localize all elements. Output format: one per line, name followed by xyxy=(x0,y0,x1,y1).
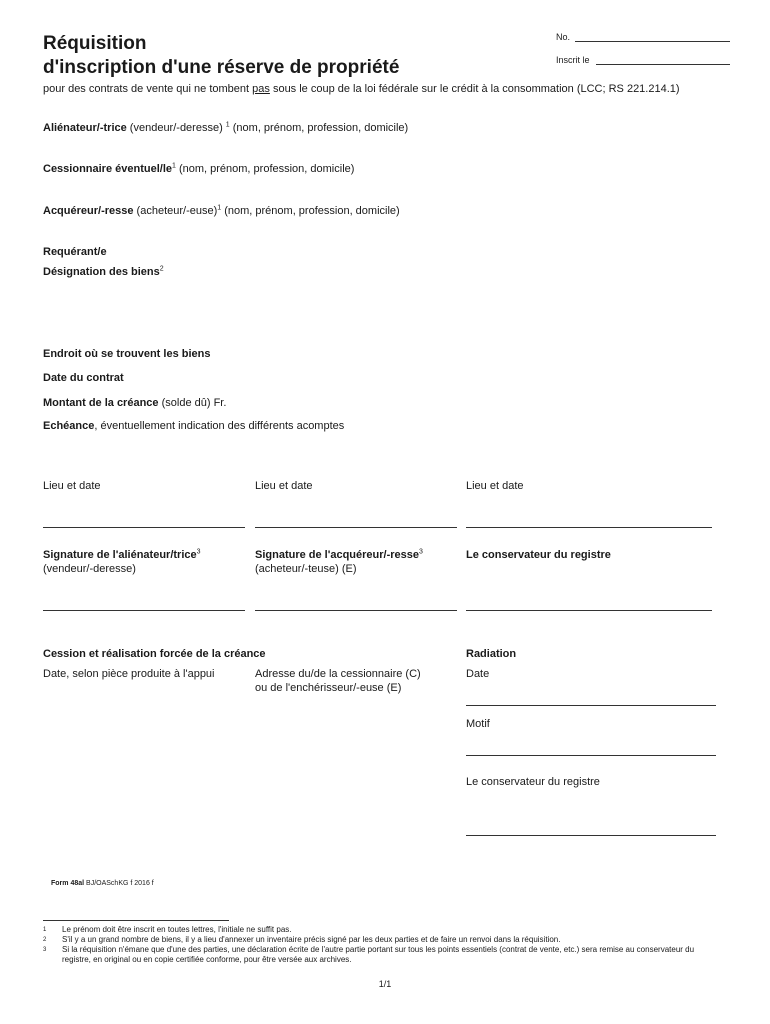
radiation-conservateur-label: Le conservateur du registre xyxy=(466,776,600,788)
acquereur-label: Acquéreur/-resse (acheteur/-euse)$^1$ (nom, prénom, profession, domicile) xyxy=(43,204,400,217)
footnote-divider xyxy=(43,920,229,921)
sig-acquereur-field[interactable] xyxy=(255,610,457,611)
page-number: 1/1 xyxy=(378,979,392,989)
sig-acquereur-label: Signature de l'acquéreur/-resse$^3$ xyxy=(255,548,423,561)
sig-alienateur-field[interactable] xyxy=(43,610,245,611)
radiation-motif-field[interactable] xyxy=(466,755,716,756)
date-piece-label: Date, selon pièce produite à l'appui xyxy=(43,668,215,680)
sig-alienateur-label: Signature de l'aliénateur/trice$^3$ xyxy=(43,548,201,561)
adresse-line2: ou de l'enchérisseur/-euse (E) xyxy=(255,682,402,694)
radiation-date-field[interactable] xyxy=(466,705,716,706)
cessionnaire-label: Cessionnaire éventuel/$le^1$ (nom, prénom, profession, domicile) xyxy=(43,162,355,175)
inscrit-field[interactable] xyxy=(596,64,730,65)
subtitle: pour des contrats de vente qui ne tombent pas sous le coup de la loi fédérale sur le crédit à la consommation (LCC; RS 221.214.1) xyxy=(43,83,680,95)
sig-alienateur-sub: (vendeur/-deresse) xyxy=(43,563,136,575)
echeance-label: Echéance, éventuellement indication des différents acomptes xyxy=(43,420,345,432)
inscrit-label: Inscrit le xyxy=(556,55,590,65)
no-label: No. xyxy=(556,32,571,42)
sig-acquereur-sub: (acheteur/-teuse) (E) xyxy=(255,563,357,575)
conservateur-field[interactable] xyxy=(466,610,712,611)
form-reference: Form 48al BJ/OASchKG f 2016 f xyxy=(51,880,154,887)
lieu-date-3-field[interactable] xyxy=(466,527,712,528)
lieu-date-2-field[interactable] xyxy=(255,527,457,528)
lieu-date-1-field[interactable] xyxy=(43,527,245,528)
designation-label: Désignation des biens$^2$ xyxy=(43,265,164,278)
radiation-title: Radiation xyxy=(466,648,517,660)
conservateur-label: Le conservateur du registre xyxy=(466,549,611,561)
adresse-line1: Adresse du/de la cessionnaire (C) xyxy=(255,668,421,680)
lieu-date-1-label: Lieu et date xyxy=(43,480,101,492)
endroit-label: Endroit où se trouvent les biens xyxy=(43,348,211,360)
no-field[interactable] xyxy=(575,41,730,42)
radiation-conservateur-field[interactable] xyxy=(466,835,716,836)
requerant-label: Requérant/e xyxy=(43,246,107,258)
page-title-line2: d'inscription d'une réserve de propriété xyxy=(43,57,400,78)
lieu-date-2-label: Lieu et date xyxy=(255,480,313,492)
footnotes xyxy=(43,925,723,965)
footnote-2: 2 S'il y a un grand nombre de biens, il y a lieu d'annexer un inventaire précis signé par les deux parties et de faire un renvoi dans la réquisition. xyxy=(43,935,561,944)
cession-title: Cession et réalisation forcée de la créance xyxy=(43,648,266,660)
page-title-line1: Réquisition xyxy=(43,33,147,54)
montant-label: Montant de la créance (solde dû) Fr. xyxy=(43,397,227,409)
footnote-3: 3 Si la réquisition n'émane que d'une des parties, une déclaration écrite de l'autre partie portant sur tous les points essentiels (contrat de vente, etc.) sera remise au conservateur du registre, en original ou en copie certifiée conforme, pour être versée aux archives. xyxy=(43,945,695,964)
footnote-1: 1 Le prénom doit être inscrit en toutes lettres, l'initiale ne suffit pas. xyxy=(43,925,292,934)
radiation-motif-label: Motif xyxy=(466,718,490,730)
date-contrat-label: Date du contrat xyxy=(43,372,124,384)
alienateur-label: Aliénateur/-trice (vendeur/-deresse) $^1$ (nom, prénom, profession, domicile) xyxy=(43,121,409,134)
lieu-date-3-label: Lieu et date xyxy=(466,480,524,492)
radiation-date-label: Date xyxy=(466,668,490,680)
